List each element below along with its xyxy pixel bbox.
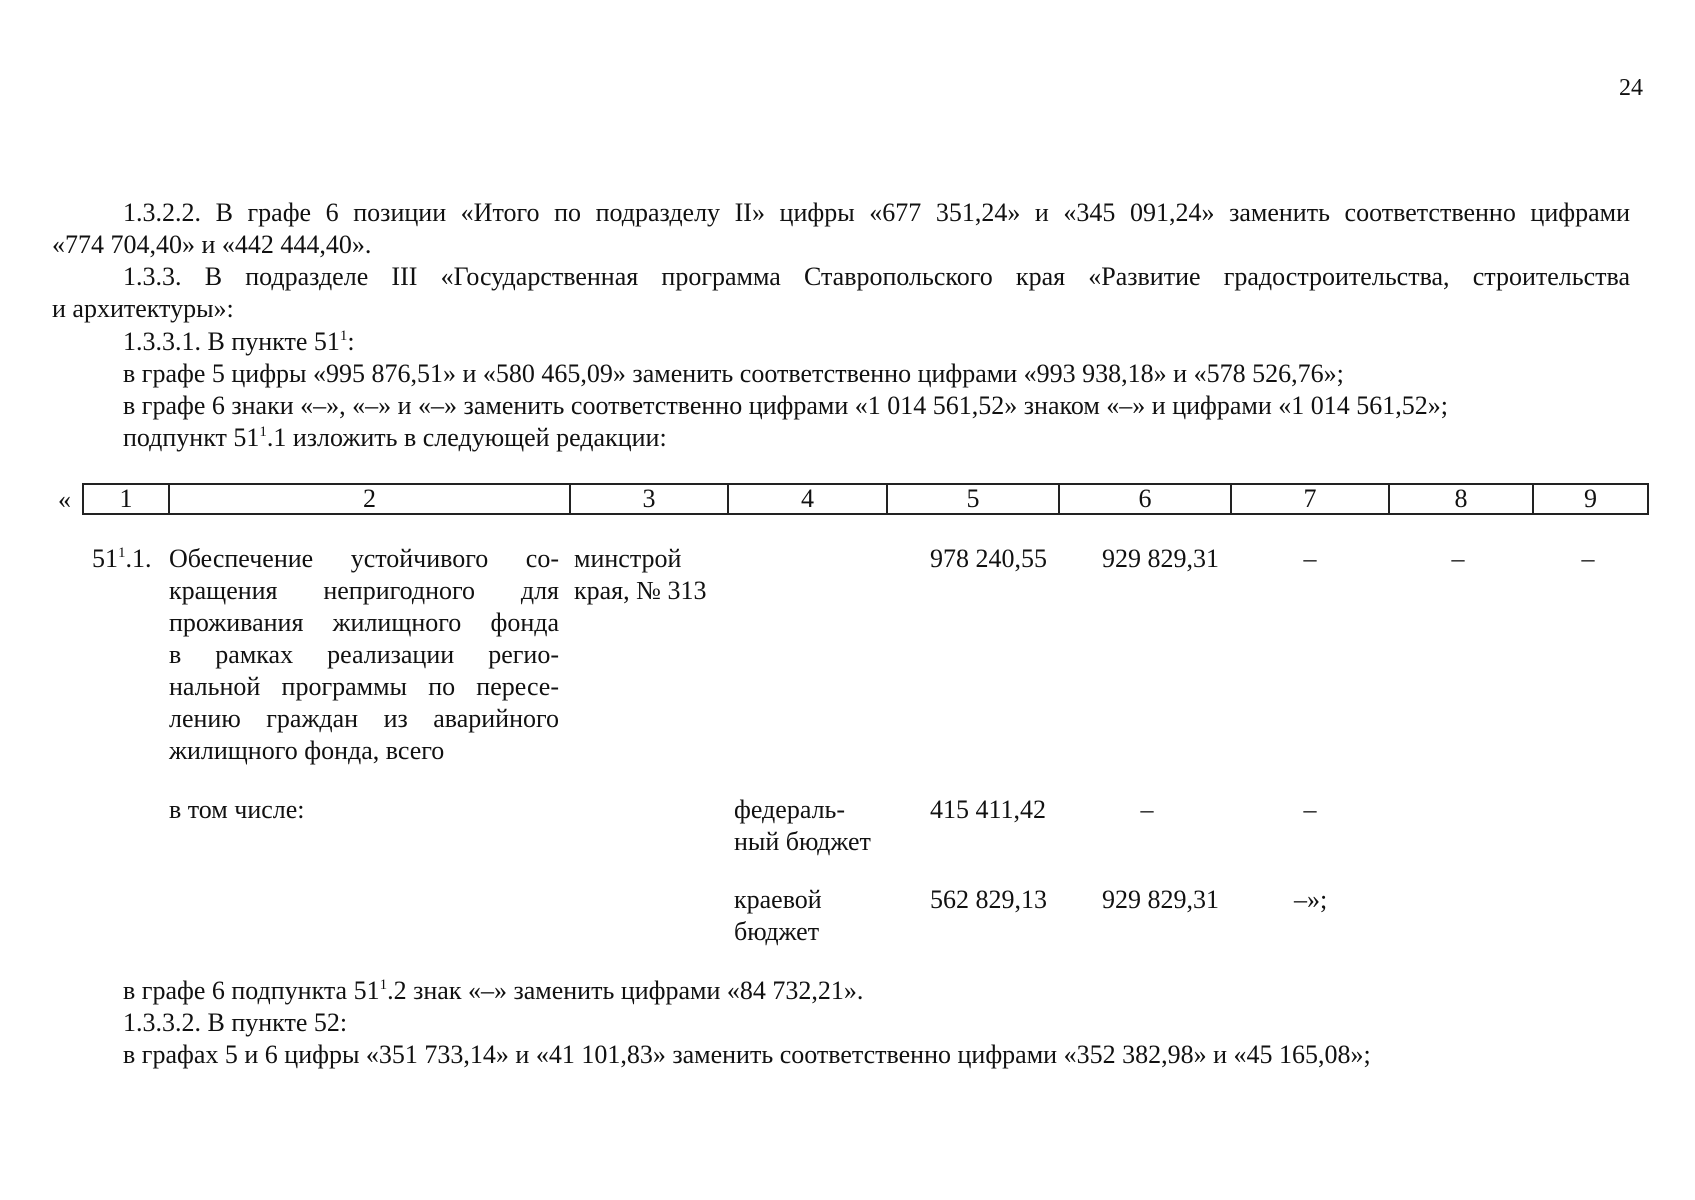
paragraph-1-3-2-2-line-1 (52, 197, 1630, 229)
paragraph-1-3-3-line-1 (52, 261, 1630, 293)
header-cell-8: 8 (1389, 484, 1533, 514)
funding-source-line: ный бюджет (734, 827, 871, 856)
paragraph-columns-5-6-change: в графах 5 и 6 цифры «351 733,14» и «41 101,83» заменить соответственно цифрами «352 382,98» и «45 165,08»; (123, 1040, 1371, 1069)
paragraph-1-3-2-2-line-2: «774 704,40» и «442 444,40». (52, 230, 372, 259)
row-executor (574, 543, 706, 607)
header-cell-7: 7 (1231, 484, 1389, 514)
paragraph-1-3-3-1 (123, 326, 355, 358)
page-number: 24 (1619, 75, 1643, 101)
funding-source-line: федераль- (734, 795, 846, 824)
header-cell-3: 3 (570, 484, 728, 514)
row1-col9-value: – (1581, 544, 1595, 573)
description-line: кращения непригодного для (169, 576, 559, 605)
executor-line: минстрой (574, 544, 682, 573)
text-part: : (347, 327, 355, 356)
paragraph-1-3-3-2: 1.3.3.2. В пункте 52: (123, 1008, 348, 1037)
paragraph-column-6-change: в графе 6 знаки «–», «–» и «–» заменить соответственно цифрами «1 014 561,52» знаком «–» и цифрами «1 014 561,52»; (123, 391, 1448, 420)
paragraph-text: 1.3.2.2. В графе 6 позиции «Итого по подразделу II» цифры «677 351,24» и «345 091,24» заменить соответственно цифрами (123, 198, 1630, 227)
row1-col5-value: 978 240,55 (930, 544, 1047, 573)
header-cell-2: 2 (169, 484, 570, 514)
row2-col6-value: – (1140, 795, 1154, 824)
text-part: .1. (125, 544, 152, 573)
row2-col7-value: – (1303, 795, 1317, 824)
header-cell-4: 4 (728, 484, 887, 514)
paragraph-text: 1.3.3. В подразделе III «Государственная программа Ставропольского края «Развитие градостроительства, строительства (123, 262, 1630, 291)
superscript: 1 (259, 424, 267, 440)
row1-col6-value: 929 829,31 (1102, 544, 1219, 573)
superscript: 1 (379, 977, 388, 993)
description-line: жилищного фонда, всего (169, 736, 445, 765)
header-cell-9: 9 (1533, 484, 1648, 514)
superscript: 1 (339, 328, 348, 344)
row-description (169, 543, 559, 767)
table-column-header (82, 483, 1649, 515)
row2-col5-value: 415 411,42 (930, 795, 1047, 824)
description-line: проживания жилищного фонда (169, 608, 559, 637)
superscript: 1 (118, 545, 126, 561)
funding-source-line: краевой (734, 885, 822, 914)
text-part: подпункт 51 (123, 423, 260, 452)
row3-col7-value: –»; (1294, 885, 1328, 914)
text-part: .1 изложить в следующей редакции: (266, 423, 667, 452)
paragraph-subitem-51-1-2 (123, 975, 863, 1007)
paragraph-subitem-intro (123, 422, 667, 454)
description-line: Обеспечение устойчивого со- (169, 544, 559, 573)
description-line: нальной программы по пересе- (169, 672, 559, 701)
row1-col8-value: – (1451, 544, 1465, 573)
text-part: 51 (92, 544, 118, 573)
table-open-quote: « (58, 485, 71, 514)
header-cell-5: 5 (887, 484, 1059, 514)
row1-col7-value: – (1303, 544, 1317, 573)
paragraph-column-5-change: в графе 5 цифры «995 876,51» и «580 465,09» заменить соответственно цифрами «993 938,18» и «578 526,76»; (123, 359, 1344, 388)
header-cell-1: 1 (83, 484, 169, 514)
description-line: в рамках реализации регио- (169, 640, 559, 669)
row3-col5-value: 562 829,13 (930, 885, 1047, 914)
text-part: .2 знак «–» заменить цифрами «84 732,21». (387, 976, 864, 1005)
text-part: 1.3.3.1. В пункте 51 (123, 327, 340, 356)
funding-source-line: бюджет (734, 917, 820, 946)
row3-funding-source (734, 884, 822, 948)
executor-line: края, № 313 (574, 576, 707, 605)
row-number (92, 543, 152, 575)
row2-funding-source (734, 794, 871, 858)
description-line: лению граждан из аварийного (169, 704, 559, 733)
row-including-label: в том числе: (169, 795, 305, 824)
header-cell-6: 6 (1059, 484, 1231, 514)
row3-col6-value: 929 829,31 (1102, 885, 1219, 914)
text-part: в графе 6 подпункта 51 (123, 976, 380, 1005)
paragraph-1-3-3-line-2: и архитектуры»: (52, 294, 234, 323)
